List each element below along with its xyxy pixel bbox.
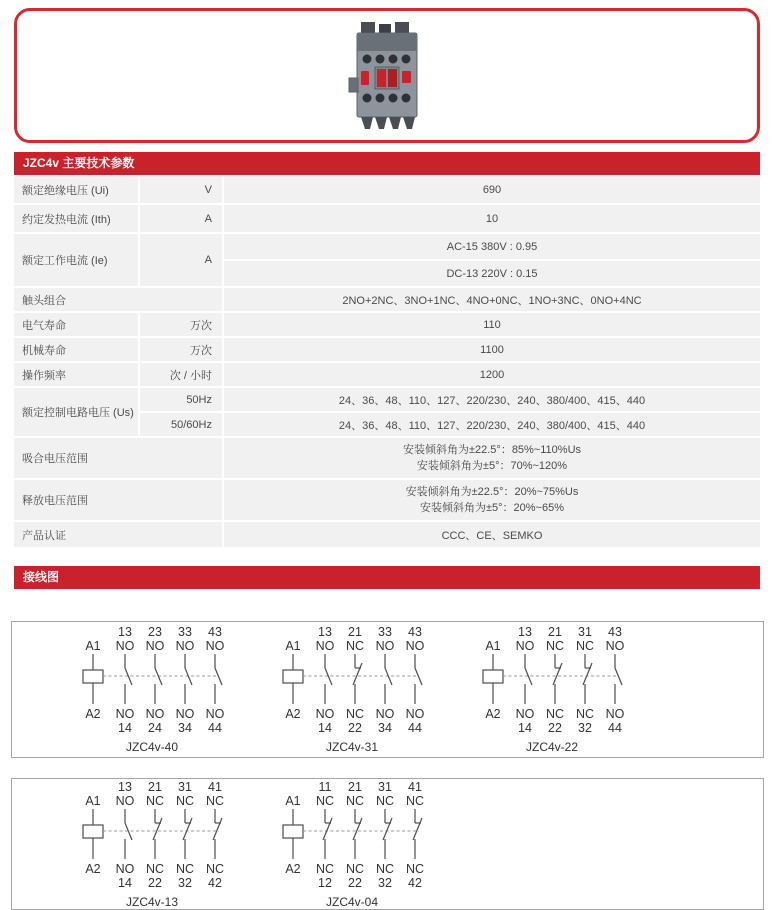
contact-type-bottom: NO bbox=[375, 707, 395, 721]
terminal-number-top: 41 bbox=[208, 779, 222, 794]
diagram-model-label: JZC4v-40 bbox=[125, 740, 178, 754]
spec-value-line: 安装倾斜角为±5°：20%~65% bbox=[419, 502, 564, 514]
contact-type-top: NO bbox=[115, 793, 135, 808]
terminal-number-top: 21 bbox=[348, 779, 362, 794]
contact-type-bottom: NC bbox=[315, 861, 335, 876]
circuit-line bbox=[153, 818, 162, 840]
spec-row-name: 机械寿命 bbox=[14, 338, 138, 361]
spec-row-name: 额定绝缘电压 (Ui) bbox=[14, 176, 138, 203]
contact-type-top: NO bbox=[205, 639, 225, 653]
contact-type-bottom: NC bbox=[145, 861, 165, 876]
contact-type-top: NO bbox=[515, 639, 535, 653]
spec-table bbox=[14, 176, 760, 547]
contact-schematic bbox=[67, 780, 237, 892]
terminal-number-bottom: 14 bbox=[318, 721, 332, 735]
spec-value-line: 安装倾斜角为±5°：70%~120% bbox=[416, 460, 568, 472]
coil-terminal-a1: A1 bbox=[285, 639, 301, 653]
terminal-number-bottom: 22 bbox=[148, 875, 162, 890]
spec-row-name: 吸合电压范围 bbox=[14, 438, 222, 478]
coil-terminal-a1: A1 bbox=[485, 639, 501, 653]
terminal-number-top: 13 bbox=[118, 779, 132, 794]
spec-row-name: 额定工作电流 (Ie) bbox=[14, 234, 138, 286]
contact-schematic bbox=[267, 780, 437, 892]
contact-type-top: NO bbox=[145, 639, 165, 653]
terminal-number-bottom: 14 bbox=[118, 721, 132, 735]
wiring-diagram-jzc4v-04 bbox=[267, 780, 437, 909]
circuit-line bbox=[353, 818, 362, 840]
wiring-diagram-jzc4v-40 bbox=[67, 625, 237, 754]
contact-type-bottom: NO bbox=[605, 707, 625, 721]
contact-type-bottom: NC bbox=[375, 861, 395, 876]
terminal-number-bottom: 44 bbox=[608, 721, 622, 735]
circuit-line bbox=[323, 818, 332, 840]
contactor-product-image bbox=[341, 20, 433, 132]
terminal-number-bottom: 22 bbox=[348, 721, 362, 735]
coil-terminal-a1: A1 bbox=[85, 793, 101, 808]
wiring-section-header bbox=[14, 566, 760, 589]
contact-type-bottom: NO bbox=[115, 861, 135, 876]
contact-schematic bbox=[267, 625, 437, 737]
contact-type-top: NO bbox=[375, 639, 395, 653]
spec-row-unit: 万次 bbox=[140, 313, 222, 336]
terminal-number-bottom: 14 bbox=[118, 875, 132, 890]
diagram-model-label: JZC4v-22 bbox=[525, 740, 578, 754]
spec-row-value bbox=[224, 480, 760, 520]
spec-row-name: 释放电压范围 bbox=[14, 480, 222, 520]
contact-type-top: NC bbox=[205, 793, 225, 808]
wiring-diagram-jzc4v-13 bbox=[67, 780, 237, 909]
diagram-model-label: JZC4v-31 bbox=[325, 740, 378, 754]
coil-terminal-a1: A1 bbox=[85, 639, 101, 653]
spec-row-unit: 50Hz bbox=[140, 388, 222, 411]
terminal-number-bottom: 34 bbox=[378, 721, 392, 735]
terminal-number-top: 13 bbox=[118, 625, 132, 639]
spec-row-value: DC-13 220V : 0.15 bbox=[224, 261, 760, 286]
terminal-number-top: 13 bbox=[518, 625, 532, 639]
spec-value-line: 安装倾斜角为±22.5°：85%~110%Us bbox=[402, 444, 582, 456]
spec-row-value: 110 bbox=[224, 313, 760, 336]
terminal-number-top: 43 bbox=[208, 625, 222, 639]
contact-type-top: NC bbox=[145, 793, 165, 808]
wiring-box-1 bbox=[11, 621, 764, 758]
coil-terminal-a2: A2 bbox=[85, 707, 101, 721]
contact-type-top: NC bbox=[345, 793, 365, 808]
terminal-number-bottom: 42 bbox=[208, 875, 222, 890]
circuit-line bbox=[413, 818, 422, 840]
spec-row-unit: A bbox=[140, 205, 222, 232]
terminal-number-bottom: 42 bbox=[408, 875, 422, 890]
spec-row-unit: 50/60Hz bbox=[140, 413, 222, 436]
terminal-number-bottom: 32 bbox=[378, 875, 392, 890]
spec-row-name: 额定控制电路电压 (Us) bbox=[14, 388, 138, 436]
circuit-line bbox=[183, 818, 192, 840]
circuit-line bbox=[213, 818, 222, 840]
contact-type-bottom: NO bbox=[515, 707, 535, 721]
circuit-line bbox=[615, 668, 622, 685]
terminal-number-top: 21 bbox=[548, 625, 562, 639]
coil-terminal-a2: A2 bbox=[285, 861, 301, 876]
circuit-line bbox=[215, 668, 222, 685]
coil-terminal-a2: A2 bbox=[285, 707, 301, 721]
terminal-number-bottom: 32 bbox=[178, 875, 192, 890]
terminal-number-top: 11 bbox=[318, 779, 332, 794]
terminal-number-top: 31 bbox=[578, 625, 592, 639]
coil-terminal-a2: A2 bbox=[85, 861, 101, 876]
terminal-number-bottom: 44 bbox=[208, 721, 222, 735]
coil-symbol bbox=[83, 670, 103, 683]
diagram-model-label: JZC4v-13 bbox=[125, 894, 178, 909]
spec-row-value: 1200 bbox=[224, 363, 760, 386]
contact-type-bottom: NO bbox=[315, 707, 335, 721]
terminal-number-bottom: 22 bbox=[548, 721, 562, 735]
coil-symbol bbox=[83, 825, 103, 838]
contact-type-top: NC bbox=[315, 793, 335, 808]
terminal-number-top: 43 bbox=[608, 625, 622, 639]
contact-type-top: NC bbox=[175, 793, 195, 808]
spec-row-value: CCC、CE、SEMKO bbox=[224, 522, 760, 547]
contact-type-top: NO bbox=[115, 639, 135, 653]
spec-row-name: 电气寿命 bbox=[14, 313, 138, 336]
terminal-number-bottom: 12 bbox=[318, 875, 332, 890]
contact-type-bottom: NO bbox=[405, 707, 425, 721]
terminal-number-bottom: 14 bbox=[518, 721, 532, 735]
spec-row-value: 24、36、48、110、127、220/230、240、380/400、415、440 bbox=[224, 388, 760, 411]
product-banner bbox=[14, 8, 760, 143]
contact-type-top: NO bbox=[315, 639, 335, 653]
spec-row-name: 约定发热电流 (Ith) bbox=[14, 205, 138, 232]
terminal-number-bottom: 34 bbox=[178, 721, 192, 735]
terminal-number-top: 13 bbox=[318, 625, 332, 639]
terminal-number-top: 23 bbox=[148, 625, 162, 639]
contact-type-top: NC bbox=[345, 639, 365, 653]
terminal-number-top: 21 bbox=[148, 779, 162, 794]
circuit-line bbox=[383, 818, 392, 840]
contact-type-bottom: NC bbox=[175, 861, 195, 876]
contact-type-bottom: NO bbox=[175, 707, 195, 721]
contact-schematic bbox=[67, 625, 237, 737]
terminal-number-bottom: 44 bbox=[408, 721, 422, 735]
contact-type-bottom: NC bbox=[545, 707, 565, 721]
contact-type-bottom: NO bbox=[145, 707, 165, 721]
contact-type-top: NC bbox=[405, 793, 425, 808]
spec-row-value: 24、36、48、110、127、220/230、240、380/400、415、440 bbox=[224, 413, 760, 436]
terminal-number-top: 33 bbox=[178, 625, 192, 639]
diagram-model-label: JZC4v-04 bbox=[325, 894, 378, 909]
spec-row-value: 2NO+2NC、3NO+1NC、4NO+0NC、1NO+3NC、0NO+4NC bbox=[224, 288, 760, 311]
spec-row-name: 触头组合 bbox=[14, 288, 222, 311]
terminal-number-top: 21 bbox=[348, 625, 362, 639]
coil-terminal-a2: A2 bbox=[485, 707, 501, 721]
circuit-line bbox=[353, 663, 362, 685]
contact-type-top: NO bbox=[175, 639, 195, 653]
circuit-line bbox=[415, 668, 422, 685]
spec-row-value: 690 bbox=[224, 176, 760, 203]
spec-row-unit: 万次 bbox=[140, 338, 222, 361]
spec-row-unit: A bbox=[140, 234, 222, 286]
wiring-section-title: 接线图 bbox=[23, 570, 60, 584]
terminal-number-bottom: 22 bbox=[348, 875, 362, 890]
coil-symbol bbox=[283, 670, 303, 683]
terminal-number-top: 43 bbox=[408, 625, 422, 639]
contact-type-top: NC bbox=[575, 639, 595, 653]
terminal-number-top: 31 bbox=[378, 779, 392, 794]
coil-symbol bbox=[283, 825, 303, 838]
contact-type-top: NC bbox=[545, 639, 565, 653]
spec-row-value: 10 bbox=[224, 205, 760, 232]
contact-type-top: NC bbox=[375, 793, 395, 808]
terminal-number-bottom: 32 bbox=[578, 721, 592, 735]
contact-schematic bbox=[467, 625, 637, 737]
contact-type-top: NO bbox=[605, 639, 625, 653]
spec-row-value bbox=[224, 438, 760, 478]
contact-type-bottom: NC bbox=[205, 861, 225, 876]
spec-row-name: 产品认证 bbox=[14, 522, 222, 547]
spec-row-value: 1100 bbox=[224, 338, 760, 361]
spec-row-unit: 次 / 小时 bbox=[140, 363, 222, 386]
terminal-number-top: 33 bbox=[378, 625, 392, 639]
coil-symbol bbox=[483, 670, 503, 683]
contact-type-bottom: NO bbox=[115, 707, 135, 721]
wiring-diagram-jzc4v-22 bbox=[467, 625, 637, 754]
spec-row-unit: V bbox=[140, 176, 222, 203]
circuit-line bbox=[583, 663, 592, 685]
circuit-line bbox=[553, 663, 562, 685]
contact-type-bottom: NC bbox=[405, 861, 425, 876]
spec-value-line: 安装倾斜角为±22.5°：20%~75%Us bbox=[405, 486, 579, 498]
terminal-number-top: 41 bbox=[408, 779, 422, 794]
spec-row-name: 操作频率 bbox=[14, 363, 138, 386]
coil-terminal-a1: A1 bbox=[285, 793, 301, 808]
spec-row-value: AC-15 380V : 0.95 bbox=[224, 234, 760, 259]
wiring-box-2 bbox=[11, 778, 764, 910]
contact-type-bottom: NO bbox=[205, 707, 225, 721]
terminal-number-bottom: 24 bbox=[148, 721, 162, 735]
terminal-number-top: 31 bbox=[178, 779, 192, 794]
wiring-diagram-jzc4v-31 bbox=[267, 625, 437, 754]
contact-type-bottom: NC bbox=[345, 861, 365, 876]
spec-table-title: JZC4v 主要技术参数 bbox=[23, 156, 135, 170]
spec-table-header bbox=[14, 152, 760, 175]
contact-type-bottom: NC bbox=[575, 707, 595, 721]
contact-type-top: NO bbox=[405, 639, 425, 653]
contact-type-bottom: NC bbox=[345, 707, 365, 721]
